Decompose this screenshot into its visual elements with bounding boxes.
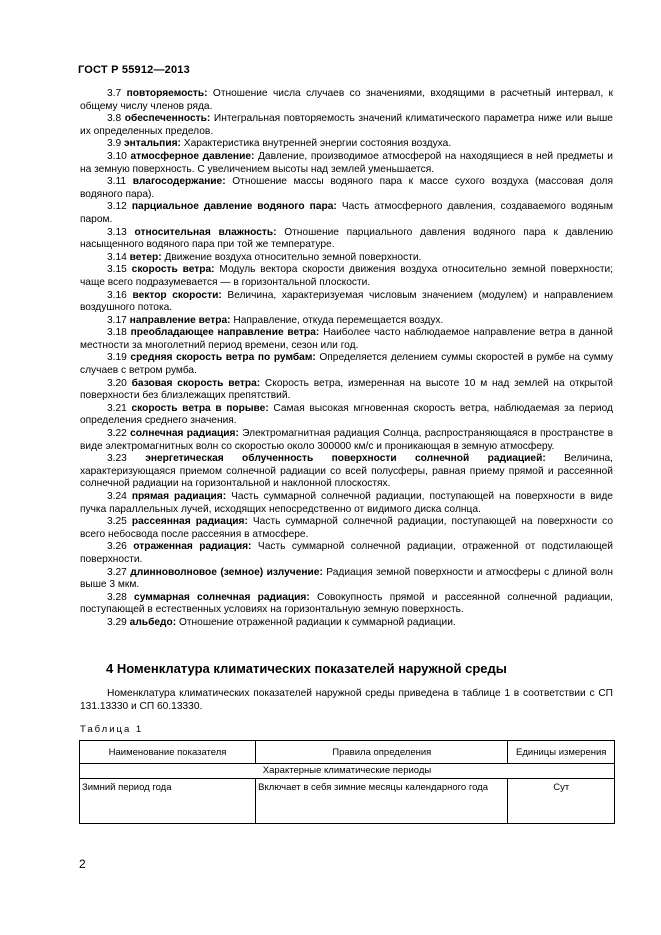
definition-number: 3.14 bbox=[107, 251, 127, 263]
definition-text: Давление, производимое атмосферой на находящиеся в ней предметы и на земную поверхность. С увеличением высоты над землей уменьшается. bbox=[80, 150, 613, 175]
definition-number: 3.17 bbox=[107, 314, 127, 326]
definition-text: Отношение отраженной радиации к суммарной радиации. bbox=[176, 616, 456, 628]
definition-text: Модуль вектора скорости движения воздуха относительно земной поверхности; чаще всего подразумевается — в горизонтальной плоскости. bbox=[80, 264, 614, 288]
definition-text: Характеристика внутренней энергии состояния воздуха. bbox=[180, 138, 452, 150]
definition-term: суммарная солнечная радиация: bbox=[134, 591, 310, 603]
definition-number: 3.15 bbox=[107, 264, 127, 276]
group-label: Характерные климатические периоды bbox=[80, 764, 615, 779]
definition-term: скорость ветра в порыве: bbox=[131, 402, 269, 414]
definition-item bbox=[80, 567, 613, 592]
table-group-row bbox=[80, 764, 615, 779]
definition-term: вектор скорости: bbox=[132, 289, 222, 301]
definition-item bbox=[80, 541, 613, 566]
definition-term: альбедо: bbox=[129, 616, 177, 628]
definition-item bbox=[80, 428, 613, 453]
definition-term: отраженная радиация: bbox=[133, 541, 252, 553]
definitions-list bbox=[80, 88, 613, 630]
definition-term: рассеянная радиация: bbox=[131, 516, 248, 528]
definition-item bbox=[80, 252, 613, 265]
col-header-rules: Правила определения bbox=[256, 741, 508, 764]
definition-number: 3.10 bbox=[107, 150, 127, 162]
definition-item bbox=[80, 151, 613, 176]
definition-item bbox=[80, 516, 613, 541]
table-cell-rules: Включает в себя зимние месяцы календарного года bbox=[256, 779, 508, 824]
nomenclature-table bbox=[79, 740, 615, 824]
col-header-name: Наименование показателя bbox=[80, 741, 256, 764]
table-header-row bbox=[80, 741, 615, 764]
definition-text: Электромагнитная радиация Солнца, распространяющаяся в пространстве в виде электромагнитных волн со скоростью около 300000 км/с и проникающая в земную атмосферу. bbox=[80, 428, 613, 452]
definition-term: направление ветра: bbox=[129, 314, 231, 326]
table-cell-units: Сут bbox=[508, 779, 615, 824]
definition-text: Совокупность прямой и рассеянной солнечной радиации, поступающей в естественных условиях на горизонтальную земную поверхность. bbox=[80, 591, 613, 616]
definition-item bbox=[80, 378, 613, 403]
definition-term: скорость ветра: bbox=[131, 264, 215, 276]
definition-number: 3.28 bbox=[107, 591, 127, 603]
definition-number: 3.27 bbox=[107, 566, 127, 578]
definition-term: энергетическая облученность поверхности солнечной радиацией: bbox=[145, 453, 546, 465]
definition-term: повторяемость: bbox=[126, 88, 208, 99]
definition-number: 3.7 bbox=[107, 88, 122, 99]
definition-item bbox=[80, 352, 613, 377]
definition-term: относительная влажность: bbox=[134, 226, 277, 238]
definition-text: Определяется делением суммы скоростей в румбе на сумму случаев с ветром румба. bbox=[80, 352, 613, 377]
definition-text: Наиболее часто наблюдаемое направление ветра в данной местности за многолетний период времени, сезон или год. bbox=[80, 327, 613, 351]
col-header-units: Единицы измерения bbox=[508, 741, 615, 764]
definition-term: ветер: bbox=[129, 251, 162, 263]
definition-item bbox=[80, 264, 613, 289]
definition-number: 3.26 bbox=[107, 541, 127, 553]
definition-text: Движение воздуха относительно земной поверхности. bbox=[161, 251, 422, 263]
definition-term: солнечная радиация: bbox=[130, 428, 239, 440]
definition-term: атмосферное давление: bbox=[130, 150, 255, 162]
definition-number: 3.11 bbox=[107, 176, 127, 188]
definition-text: Самая высокая мгновенная скорость ветра, наблюдаемая за период определения среднего значения. bbox=[80, 402, 613, 427]
definition-number: 3.21 bbox=[107, 402, 127, 414]
definition-number: 3.16 bbox=[107, 289, 127, 301]
definition-item bbox=[80, 113, 613, 138]
definition-text: Часть суммарной солнечной радиации, поступающей на поверхности со всего небосвода после рассеяния в атмосфере. bbox=[80, 516, 613, 540]
definition-item bbox=[80, 617, 613, 630]
definition-item bbox=[80, 592, 613, 617]
definition-item bbox=[80, 491, 613, 516]
definition-term: средняя скорость ветра по румбам: bbox=[130, 352, 316, 364]
definition-text: Отношение числа случаев со значениями, входящими в расчетный интервал, к общему числу членов ряда. bbox=[80, 88, 613, 112]
definition-item bbox=[80, 201, 613, 226]
definition-item bbox=[80, 176, 613, 201]
section-title: 4 Номенклатура климатических показателей наружной среды bbox=[106, 661, 507, 676]
definition-number: 3.12 bbox=[107, 201, 127, 213]
table-caption: Таблица 1 bbox=[80, 724, 144, 735]
definition-term: обеспеченность: bbox=[124, 113, 211, 125]
table-cell-name: Зимний период года bbox=[80, 779, 256, 824]
definition-text: Часть атмосферного давления, создаваемого водяным паром. bbox=[80, 201, 613, 225]
definition-term: преобладающее направление ветра: bbox=[130, 327, 320, 339]
definition-term: парциальное давление водяного пара: bbox=[131, 201, 337, 213]
definition-number: 3.22 bbox=[107, 428, 127, 440]
definition-text: Величина, характеризующаяся приемом солнечной радиации со всей полусферы, равная приему прямой и рассеянной солнечной радиации на горизонтальной и наклонной плоскостях. bbox=[80, 453, 613, 490]
definition-number: 3.29 bbox=[107, 616, 127, 628]
definition-text: Отношение массы водяного пара к массе сухого воздуха (массовая доля водяного пара). bbox=[80, 176, 613, 200]
definition-item bbox=[80, 138, 613, 151]
definition-text: Скорость ветра, измеренная на высоте 10 м над землей на открытой поверхности без близлежащих препятствий. bbox=[80, 377, 613, 402]
definition-item bbox=[80, 290, 613, 315]
definition-item bbox=[80, 88, 613, 113]
definition-text: Часть суммарной солнечной радиации, отраженной от подстилающей поверхности. bbox=[80, 541, 613, 565]
definition-number: 3.24 bbox=[107, 491, 127, 502]
definition-number: 3.9 bbox=[107, 138, 122, 150]
definition-number: 3.20 bbox=[107, 377, 127, 389]
definition-text: Направление, откуда перемещается воздух. bbox=[230, 314, 444, 326]
definition-number: 3.25 bbox=[107, 516, 127, 528]
document-header: ГОСТ Р 55912—2013 bbox=[78, 64, 190, 76]
definition-text: Отношение парциального давления водяного пара к давлению насыщенного водяного пара при той же температуре. bbox=[80, 226, 613, 251]
definition-term: энтальпия: bbox=[124, 138, 181, 150]
definition-text: Интегральная повторяемость значений климатического параметра ниже или выше их определенных пределов. bbox=[80, 113, 613, 137]
definition-item bbox=[80, 403, 613, 428]
definition-number: 3.8 bbox=[107, 113, 122, 125]
section-intro: Номенклатура климатических показателей наружной среды приведена в таблице 1 в соответствии с СП 131.13330 и СП 60.13330. bbox=[80, 688, 613, 712]
definition-text: Радиация земной поверхности и атмосферы с длиной волн выше 3 мкм. bbox=[80, 566, 613, 591]
definition-item bbox=[80, 227, 613, 252]
definition-term: длинноволновое (земное) излучение: bbox=[130, 566, 323, 578]
definition-item bbox=[80, 327, 613, 352]
definition-text: Часть суммарной солнечной радиации, поступающей на поверхности в виде пучка параллельных лучей, исходящих непосредственно от видимого диска солнца. bbox=[80, 491, 613, 515]
table-row bbox=[80, 779, 615, 824]
definition-term: прямая радиация: bbox=[131, 491, 227, 502]
definition-text: Величина, характеризуемая числовым значением (модулем) и направлением воздушного потока. bbox=[80, 289, 613, 314]
definition-number: 3.13 bbox=[107, 226, 127, 238]
definition-number: 3.18 bbox=[107, 327, 127, 339]
definition-number: 3.23 bbox=[107, 453, 127, 465]
definition-item bbox=[80, 453, 613, 491]
definition-number: 3.19 bbox=[107, 352, 127, 364]
definition-item bbox=[80, 315, 613, 328]
definition-term: базовая скорость ветра: bbox=[131, 377, 261, 389]
definition-term: влагосодержание: bbox=[132, 176, 226, 188]
page-number: 2 bbox=[79, 857, 86, 871]
